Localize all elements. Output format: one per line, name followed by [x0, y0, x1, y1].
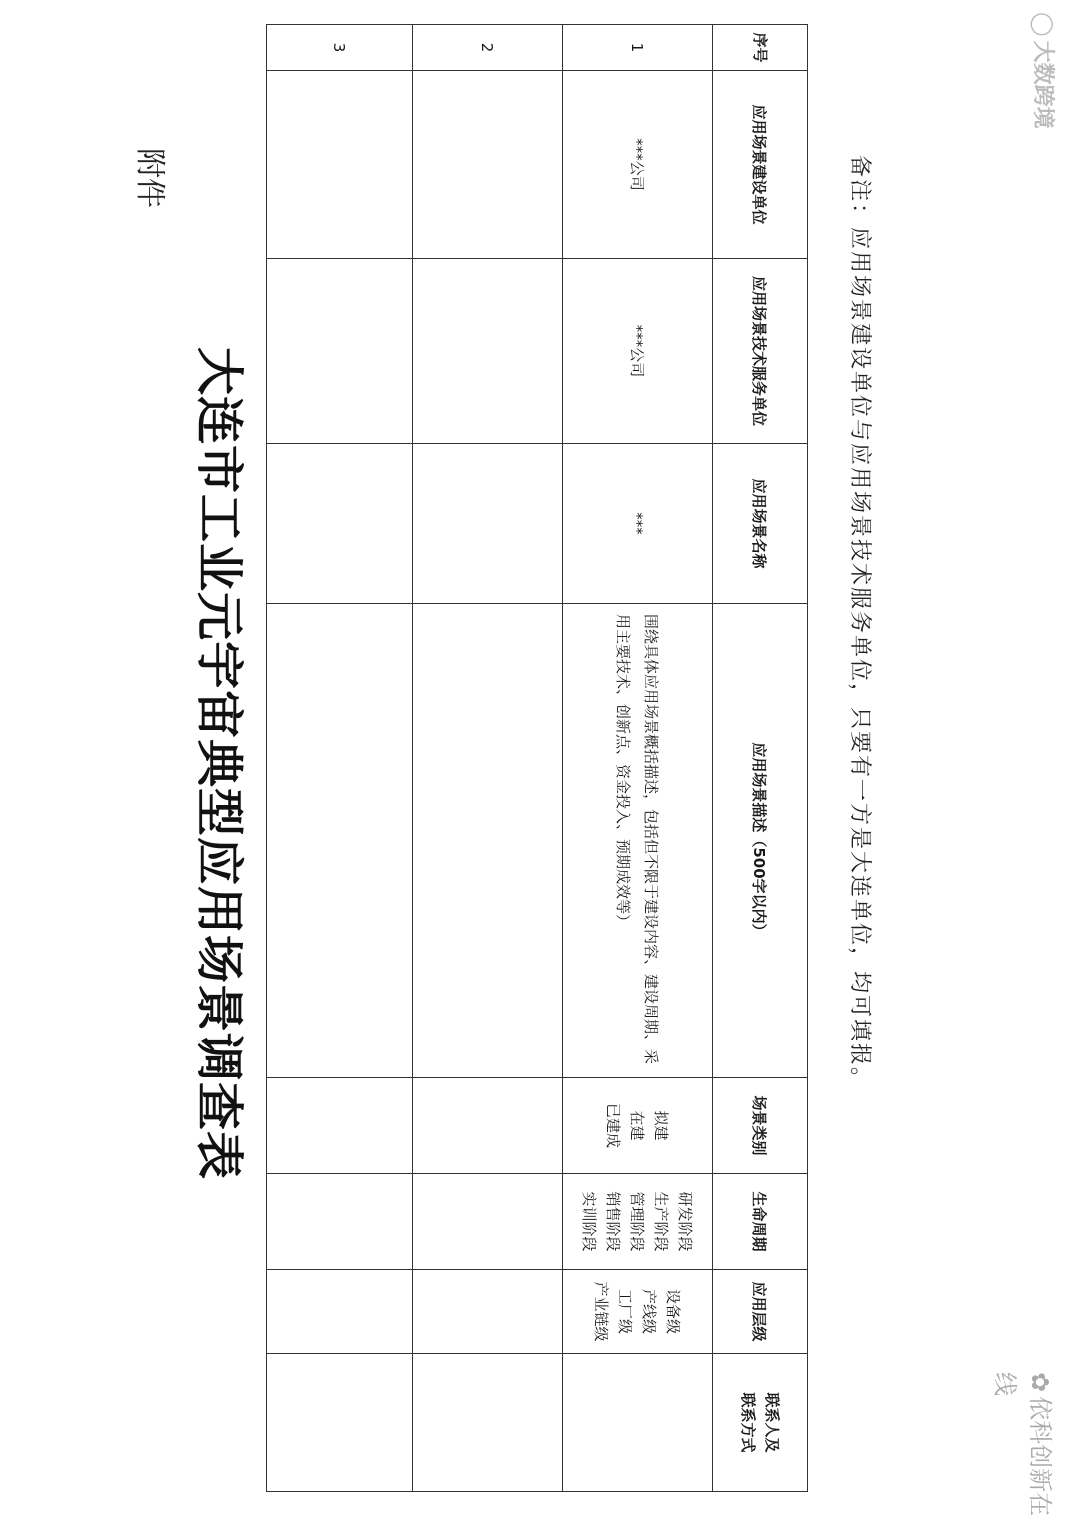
cell-lifecycle: 研发阶段 生产阶段 管理阶段 销售阶段 实训阶段 — [563, 1174, 713, 1270]
watermark-left: ◯大数跨境 — [1030, 12, 1055, 129]
page-title: 大连市工业元宇宙典型应用场景调查表 — [191, 346, 247, 1180]
header-no: 序号 — [713, 25, 808, 71]
survey-table — [266, 24, 808, 1492]
footnote: 备注：应用场景建设单位与应用场景技术服务单位，只要有一方是大连单位，均可填报。 — [847, 155, 872, 1092]
header-contact: 联系人及 联系方式 — [713, 1354, 808, 1492]
cell-service: ***公司 — [563, 259, 713, 444]
watermark-right: ✿依科创新在线 — [991, 1372, 1054, 1517]
cell-desc — [413, 604, 563, 1078]
header-desc: 应用场景描述（500字以内） — [713, 604, 808, 1078]
cell-name: *** — [563, 444, 713, 604]
wechat-icon: ✿ — [1026, 1372, 1054, 1393]
cell-no: 2 — [413, 25, 563, 71]
cell-category — [413, 1078, 563, 1174]
cell-level — [413, 1270, 563, 1354]
table-header-row — [713, 25, 808, 1492]
cell-builder: ***公司 — [563, 71, 713, 259]
cell-category — [267, 1078, 413, 1174]
cell-builder — [267, 71, 413, 259]
cell-no: 3 — [267, 25, 413, 71]
header-level: 应用层级 — [713, 1270, 808, 1354]
annex-label: 附件 — [132, 148, 167, 208]
table-row — [413, 25, 563, 1492]
header-service: 应用场景技术服务单位 — [713, 259, 808, 444]
cell-lifecycle — [267, 1174, 413, 1270]
header-lifecycle: 生命周期 — [713, 1174, 808, 1270]
header-category: 场景类别 — [713, 1078, 808, 1174]
cell-contact — [563, 1354, 713, 1492]
cell-desc — [267, 604, 413, 1078]
brand-logo-icon: ◯ — [1030, 12, 1055, 37]
cell-contact — [267, 1354, 413, 1492]
cell-name — [267, 444, 413, 604]
cell-name — [413, 444, 563, 604]
cell-contact — [413, 1354, 563, 1492]
header-builder: 应用场景建设单位 — [713, 71, 808, 259]
header-name: 应用场景名称 — [713, 444, 808, 604]
cell-builder — [413, 71, 563, 259]
table-row — [267, 25, 413, 1492]
cell-category: 拟建 在建 已建成 — [563, 1078, 713, 1174]
cell-service — [413, 259, 563, 444]
cell-level — [267, 1270, 413, 1354]
cell-no: 1 — [563, 25, 713, 71]
cell-desc: 围绕具体应用场景概括描述，包括但不限于建设内容、建设周期、采用主要技术、创新点、资金投入、预期成效等） — [563, 604, 713, 1078]
cell-level: 设备级 产线级 工厂级 产业链级 — [563, 1270, 713, 1354]
cell-service — [267, 259, 413, 444]
cell-lifecycle — [413, 1174, 563, 1270]
table-row — [563, 25, 713, 1492]
